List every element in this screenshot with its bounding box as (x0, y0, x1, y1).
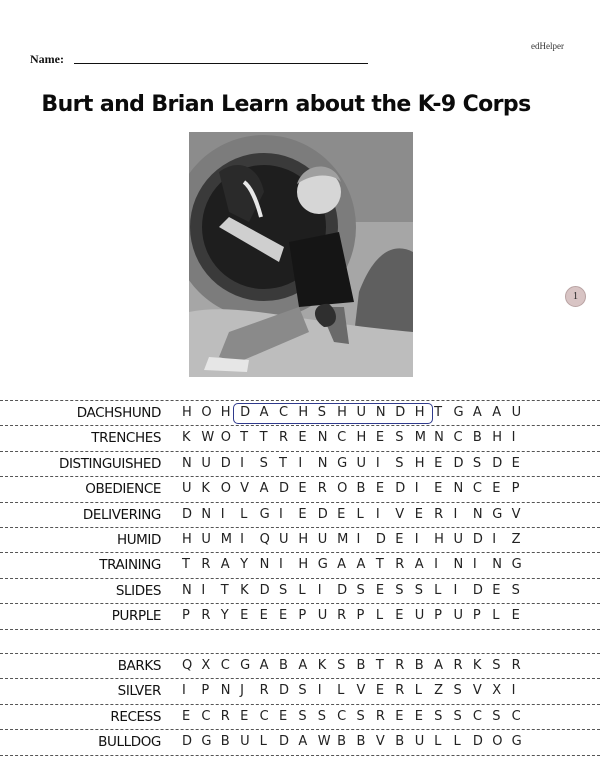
letter-cell[interactable]: D (472, 582, 483, 598)
puzzle-row (0, 552, 600, 577)
puzzle-row (0, 425, 600, 450)
letter-cell[interactable]: R (220, 708, 230, 724)
letter-row[interactable] (182, 709, 531, 724)
letter-cell[interactable]: S (453, 708, 462, 724)
letter-cell[interactable]: D (375, 531, 386, 547)
letter-cell[interactable]: R (395, 557, 405, 573)
letter-cell[interactable]: A (259, 481, 269, 497)
target-word: HUMID (116, 531, 161, 548)
target-word: DACHSHUND (76, 405, 161, 421)
letter-cell[interactable]: O (220, 481, 232, 497)
letter-cell[interactable]: N (434, 430, 444, 446)
letter-cell[interactable]: S (259, 455, 268, 471)
letter-cell[interactable]: A (259, 405, 269, 420)
letter-cell[interactable]: O (492, 734, 503, 750)
letter-cell[interactable]: R (375, 708, 385, 724)
letter-cell[interactable]: N (472, 506, 483, 522)
letter-cell[interactable]: I (375, 506, 380, 522)
letter-cell[interactable]: C (201, 708, 211, 724)
letter-cell[interactable]: E (511, 455, 520, 471)
letter-cell[interactable]: I (375, 455, 380, 471)
letter-cell[interactable]: O (220, 430, 232, 446)
letter-cell[interactable]: R (453, 658, 463, 673)
letter-cell[interactable]: R (434, 506, 444, 522)
letter-cell[interactable]: D (182, 734, 193, 750)
target-word: TRAINING (99, 557, 161, 574)
letter-cell[interactable]: Z (511, 531, 521, 547)
letter-cell[interactable]: N (201, 506, 212, 522)
letter-cell[interactable]: H (298, 531, 309, 547)
letter-cell[interactable]: I (220, 506, 225, 522)
letter-cell[interactable]: D (278, 683, 289, 699)
letter-cell[interactable]: L (414, 683, 422, 699)
target-word: RECESS (110, 708, 161, 725)
letter-cell[interactable]: H (220, 405, 231, 420)
letter-cell[interactable]: G (511, 557, 522, 573)
letter-cell[interactable]: R (278, 430, 288, 446)
puzzle-row (0, 476, 600, 501)
letter-cell[interactable]: R (317, 481, 327, 497)
letter-cell[interactable]: N (259, 557, 270, 573)
letter-cell[interactable]: D (278, 481, 289, 497)
letter-cell[interactable]: M (220, 531, 232, 547)
letter-row[interactable] (182, 507, 531, 522)
letter-cell[interactable]: T (375, 557, 384, 573)
puzzle-row (0, 502, 600, 527)
letter-cell[interactable]: S (317, 708, 326, 724)
puzzle-row (0, 578, 600, 603)
letter-cell[interactable]: T (259, 430, 268, 446)
letter-cell[interactable]: U (414, 608, 425, 624)
letter-cell[interactable]: I (434, 557, 438, 573)
letter-cell[interactable]: C (453, 430, 463, 446)
letter-cell[interactable]: E (375, 683, 385, 699)
letter-cell[interactable]: L (453, 734, 461, 750)
letter-cell[interactable]: C (337, 708, 347, 724)
page-number-badge: 1 (565, 286, 586, 307)
letter-cell[interactable]: A (337, 557, 347, 573)
letter-cell[interactable]: Z (434, 683, 443, 699)
letter-cell[interactable]: X (201, 658, 211, 673)
letter-row[interactable] (182, 481, 531, 496)
letter-cell[interactable]: P (298, 608, 307, 624)
letter-cell[interactable]: D (182, 506, 193, 522)
letter-cell[interactable]: H (492, 430, 503, 446)
letter-cell[interactable]: E (240, 708, 249, 724)
letter-cell[interactable]: E (298, 481, 307, 497)
letter-cell[interactable]: I (201, 582, 206, 598)
letter-row[interactable] (182, 608, 531, 623)
letter-cell[interactable]: L (337, 683, 345, 699)
letter-cell[interactable]: E (395, 708, 404, 724)
letter-row[interactable] (182, 734, 531, 749)
letter-cell[interactable]: R (337, 608, 347, 624)
letter-cell[interactable]: A (298, 734, 308, 750)
letter-cell[interactable]: H (414, 405, 425, 420)
letter-row[interactable] (182, 583, 531, 598)
puzzle-row (0, 653, 600, 678)
letter-cell[interactable]: E (414, 708, 423, 724)
letter-cell[interactable]: U (356, 455, 367, 471)
letter-cell[interactable]: G (337, 455, 348, 471)
target-word: PURPLE (111, 608, 161, 625)
letter-cell[interactable]: L (434, 734, 442, 750)
letter-cell[interactable]: E (298, 506, 307, 522)
letter-row[interactable] (182, 557, 531, 572)
letter-cell[interactable]: U (201, 455, 211, 471)
letter-cell[interactable]: Y (220, 608, 229, 624)
letter-cell[interactable]: D (492, 455, 503, 471)
target-word: DISTINGUISHED (58, 455, 161, 472)
letter-cell[interactable]: U (317, 608, 328, 624)
letter-cell[interactable]: I (472, 557, 477, 573)
letter-cell[interactable]: C (337, 430, 347, 446)
letter-cell[interactable]: N (317, 430, 328, 446)
letter-cell[interactable]: L (240, 506, 248, 522)
letter-cell[interactable]: R (259, 683, 269, 699)
letter-cell[interactable]: H (356, 430, 367, 446)
letter-cell[interactable]: E (375, 582, 385, 598)
letter-cell[interactable]: L (434, 582, 442, 598)
letter-cell[interactable]: E (375, 430, 385, 446)
letter-cell[interactable]: S (395, 455, 404, 471)
letter-cell[interactable]: S (278, 582, 288, 598)
name-field (30, 52, 370, 68)
letter-cell[interactable]: I (511, 683, 516, 699)
letter-cell[interactable]: I (356, 531, 361, 547)
letter-cell[interactable]: H (414, 455, 425, 471)
letter-cell[interactable]: T (434, 405, 443, 420)
letter-cell[interactable]: S (298, 708, 307, 724)
letter-cell[interactable]: I (317, 683, 322, 699)
letter-cell[interactable]: Q (182, 658, 193, 673)
letter-cell[interactable]: R (395, 683, 405, 699)
letter-row[interactable] (182, 456, 531, 471)
letter-cell[interactable]: T (182, 557, 190, 573)
letter-cell[interactable]: E (395, 608, 404, 624)
letter-cell[interactable]: E (434, 481, 443, 497)
letter-cell[interactable]: M (414, 430, 426, 446)
brand-label: edHelper (531, 41, 564, 51)
letter-row[interactable] (182, 430, 531, 445)
letter-cell[interactable]: H (182, 405, 192, 420)
letter-cell[interactable]: L (492, 608, 500, 624)
name-write-line[interactable] (74, 63, 368, 64)
letter-cell[interactable]: M (337, 531, 349, 547)
letter-cell[interactable]: S (472, 455, 482, 471)
word-search-grid-top (0, 400, 600, 630)
story-illustration (189, 132, 413, 377)
letter-cell[interactable]: T (375, 658, 384, 673)
letter-cell[interactable]: B (414, 658, 424, 673)
letter-cell[interactable]: U (453, 608, 463, 624)
puzzle-row (0, 678, 600, 703)
letter-cell[interactable]: B (337, 734, 347, 750)
letter-cell[interactable]: B (356, 734, 366, 750)
boy-with-tube-illustration (189, 132, 413, 377)
letter-cell[interactable]: H (298, 405, 309, 420)
letter-cell[interactable]: B (278, 658, 288, 673)
letter-cell[interactable]: P (434, 608, 442, 624)
letter-cell[interactable]: N (375, 405, 386, 420)
letter-cell[interactable]: L (375, 608, 384, 624)
letter-cell[interactable]: I (317, 582, 322, 598)
letter-cell[interactable]: S (511, 582, 520, 598)
page-title: Burt and Brian Learn about the K-9 Corps (41, 92, 531, 117)
letter-cell[interactable]: T (220, 582, 229, 598)
letter-cell[interactable]: S (356, 708, 365, 724)
letter-cell[interactable]: U (182, 481, 192, 497)
letter-cell[interactable]: P (472, 608, 481, 624)
letter-cell[interactable]: S (356, 582, 365, 598)
letter-cell[interactable]: G (317, 557, 328, 573)
target-word: TRENCHES (91, 430, 161, 447)
letter-cell[interactable]: E (259, 608, 268, 624)
letter-cell[interactable]: A (259, 658, 269, 673)
letter-cell[interactable]: V (375, 734, 385, 750)
letter-cell[interactable]: D (453, 455, 464, 471)
letter-cell[interactable]: U (453, 531, 463, 547)
target-word: DELIVERING (82, 506, 161, 523)
letter-cell[interactable]: I (278, 557, 283, 573)
letter-cell[interactable]: A (472, 405, 482, 420)
letter-cell[interactable]: P (511, 481, 520, 497)
letter-cell[interactable]: Q (259, 531, 270, 547)
letter-cell[interactable]: N (182, 455, 192, 471)
letter-cell[interactable]: A (414, 557, 424, 573)
letter-cell[interactable]: V (356, 683, 366, 699)
letter-cell[interactable]: E (492, 582, 501, 598)
letter-cell[interactable]: K (317, 658, 327, 673)
letter-cell[interactable]: I (414, 531, 419, 547)
puzzle-row (0, 603, 600, 629)
letter-cell[interactable]: N (220, 683, 231, 699)
letter-cell[interactable]: U (278, 531, 289, 547)
letter-cell[interactable]: D (395, 481, 406, 497)
letter-cell[interactable]: I (298, 455, 303, 471)
letter-cell[interactable]: A (434, 658, 443, 673)
target-word: SLIDES (115, 582, 161, 599)
letter-cell[interactable]: K (472, 658, 482, 673)
letter-cell[interactable]: D (240, 405, 251, 420)
word-search-grid-bottom (0, 653, 600, 756)
letter-cell[interactable]: H (182, 531, 192, 547)
letter-cell[interactable]: A (220, 557, 230, 573)
letter-cell[interactable]: V (395, 506, 405, 522)
letter-cell[interactable]: R (201, 557, 211, 573)
puzzle-row (0, 704, 600, 729)
letter-cell[interactable]: I (453, 582, 458, 598)
letter-cell[interactable]: S (414, 582, 423, 598)
name-label: Name: (30, 52, 64, 66)
letter-cell[interactable]: H (337, 405, 347, 420)
letter-cell[interactable]: G (492, 506, 503, 522)
letter-cell[interactable]: X (492, 683, 502, 699)
letter-cell[interactable]: N (453, 557, 464, 573)
letter-cell[interactable]: I (511, 430, 516, 446)
letter-cell[interactable]: D (472, 531, 483, 547)
letter-cell[interactable]: B (220, 734, 230, 750)
letter-cell[interactable]: P (182, 608, 190, 624)
letter-cell[interactable]: U (240, 734, 250, 750)
letter-cell[interactable]: O (201, 405, 212, 420)
letter-cell[interactable]: E (434, 455, 443, 471)
letter-cell[interactable]: S (434, 708, 443, 724)
letter-cell[interactable]: I (278, 506, 283, 522)
found-word-highlight (233, 403, 433, 424)
letter-cell[interactable]: A (356, 557, 366, 573)
letter-cell[interactable]: A (492, 405, 502, 420)
letter-row[interactable] (182, 683, 531, 698)
letter-cell[interactable]: D (317, 506, 328, 522)
letter-cell[interactable]: W (201, 430, 215, 446)
target-word: BARKS (117, 658, 161, 674)
letter-cell[interactable]: A (298, 658, 308, 673)
letter-cell[interactable]: C (472, 708, 482, 724)
letter-cell[interactable]: D (259, 582, 270, 598)
letter-cell[interactable]: C (511, 708, 521, 724)
letter-cell[interactable]: R (395, 658, 405, 673)
letter-cell[interactable]: S (395, 430, 404, 446)
letter-cell[interactable]: O (337, 481, 348, 497)
letter-cell[interactable]: K (201, 481, 210, 497)
letter-cell[interactable]: E (395, 531, 404, 547)
letter-cell[interactable]: C (259, 708, 269, 724)
letter-cell[interactable]: C (220, 658, 230, 673)
letter-cell[interactable]: G (240, 658, 251, 673)
puzzle-row (0, 451, 600, 476)
letter-cell[interactable]: S (395, 582, 404, 598)
letter-cell[interactable]: E (414, 506, 423, 522)
letter-cell[interactable]: E (240, 608, 249, 624)
letter-cell[interactable]: R (201, 608, 211, 624)
puzzle-row (0, 400, 600, 425)
letter-cell[interactable]: E (278, 608, 288, 624)
letter-cell[interactable]: J (240, 683, 245, 699)
letter-cell[interactable]: T (240, 430, 249, 446)
letter-cell[interactable]: G (259, 506, 270, 522)
letter-cell[interactable]: K (182, 430, 191, 446)
letter-cell[interactable]: S (453, 683, 462, 699)
letter-cell[interactable]: S (492, 708, 501, 724)
letter-cell[interactable]: U (356, 405, 367, 420)
letter-cell[interactable]: B (395, 734, 405, 750)
letter-cell[interactable]: H (298, 557, 309, 573)
letter-cell[interactable]: E (337, 506, 346, 522)
target-word: SILVER (117, 683, 161, 700)
letter-cell[interactable]: D (278, 734, 289, 750)
letter-cell[interactable]: L (356, 506, 364, 522)
target-word: BULLDOG (98, 734, 161, 751)
letter-cell[interactable]: V (511, 506, 521, 522)
letter-cell[interactable]: E (511, 608, 520, 624)
letter-cell[interactable]: G (453, 405, 464, 420)
letter-cell[interactable]: G (201, 734, 212, 750)
letter-cell[interactable]: C (472, 481, 482, 497)
letter-cell[interactable]: V (472, 683, 482, 699)
letter-cell[interactable]: E (182, 708, 191, 724)
letter-cell[interactable]: G (511, 734, 522, 750)
letter-cell[interactable]: S (337, 658, 346, 673)
letter-cell[interactable]: N (492, 557, 502, 573)
letter-cell[interactable]: L (259, 734, 267, 750)
letter-cell[interactable]: E (492, 481, 501, 497)
letter-cell[interactable]: Y (240, 557, 249, 573)
letter-cell[interactable]: I (240, 455, 245, 471)
puzzle-row (0, 729, 600, 755)
letter-cell[interactable]: K (240, 582, 249, 598)
target-word: OBEDIENCE (85, 481, 161, 498)
letter-cell[interactable]: I (453, 506, 458, 522)
letter-cell[interactable]: T (278, 455, 287, 471)
letter-row[interactable] (182, 658, 531, 673)
letter-cell[interactable]: C (278, 405, 289, 420)
letter-cell[interactable]: D (395, 405, 406, 420)
letter-cell[interactable]: P (356, 608, 365, 624)
letter-cell[interactable]: S (298, 683, 307, 699)
letter-cell[interactable]: U (201, 531, 211, 547)
letter-cell[interactable]: B (356, 481, 366, 497)
letter-cell[interactable]: B (472, 430, 482, 446)
letter-cell[interactable]: B (356, 658, 366, 673)
puzzle-row (0, 527, 600, 552)
letter-cell[interactable]: D (472, 734, 483, 750)
letter-cell[interactable]: D (220, 455, 231, 471)
letter-cell[interactable]: I (492, 531, 497, 547)
letter-cell[interactable]: U (511, 405, 522, 420)
letter-cell[interactable]: I (240, 531, 245, 547)
letter-cell[interactable]: V (240, 481, 250, 497)
letter-cell[interactable]: U (317, 531, 328, 547)
letter-cell[interactable]: S (492, 658, 501, 673)
letter-cell[interactable]: I (414, 481, 419, 497)
letter-cell[interactable]: S (317, 405, 326, 420)
letter-cell[interactable]: P (201, 683, 210, 699)
letter-cell[interactable]: I (182, 683, 186, 699)
letter-cell[interactable]: N (317, 455, 328, 471)
letter-cell[interactable]: E (278, 708, 288, 724)
letter-row[interactable] (182, 532, 531, 547)
letter-cell[interactable]: R (511, 658, 521, 673)
letter-cell[interactable]: E (375, 481, 385, 497)
letter-cell[interactable]: L (298, 582, 306, 598)
letter-cell[interactable]: H (434, 531, 444, 547)
letter-cell[interactable]: U (414, 734, 425, 750)
letter-cell[interactable]: N (453, 481, 464, 497)
letter-cell[interactable]: D (337, 582, 348, 598)
letter-cell[interactable]: E (298, 430, 307, 446)
letter-cell[interactable]: N (182, 582, 192, 598)
letter-cell[interactable]: W (317, 734, 331, 750)
